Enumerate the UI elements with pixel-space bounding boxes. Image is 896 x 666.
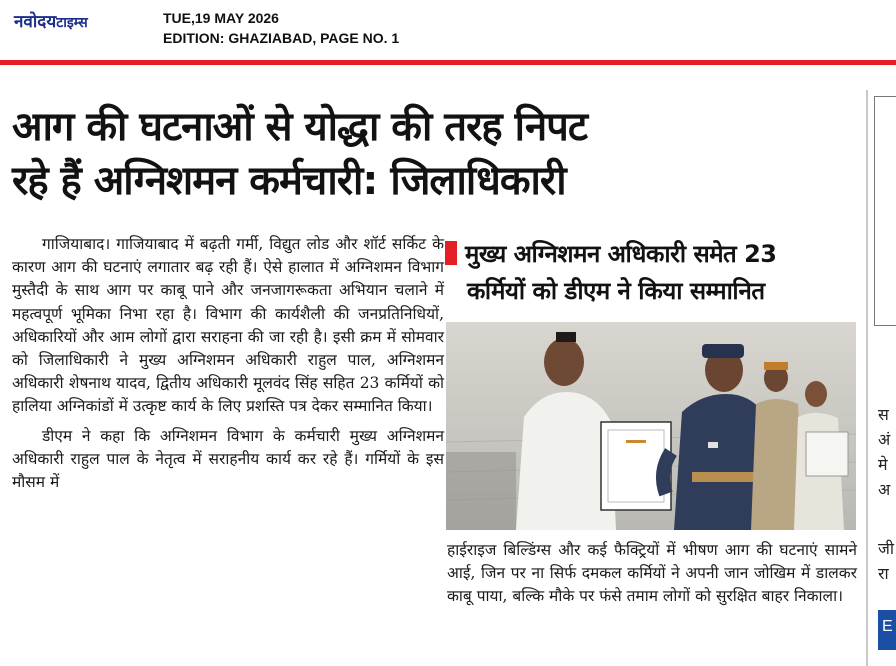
article-subheadline — [445, 236, 865, 310]
newspaper-logo[interactable] — [14, 9, 88, 32]
adjacent-article-strip — [866, 90, 896, 666]
article-body-column — [12, 233, 444, 500]
masthead-divider — [0, 60, 896, 65]
headline-line-2: रहे हैं अग्निशमन कर्मचारी: जिलाधिकारी — [12, 158, 566, 204]
headline-line-1: आग की घटनाओं से योद्धा की तरह निपट — [12, 104, 588, 150]
adjacent-text-line: अ — [878, 480, 891, 499]
edition-info — [163, 8, 399, 48]
article-photo[interactable] — [446, 322, 856, 530]
article-headline — [12, 100, 852, 208]
bullet-square-icon — [445, 241, 457, 265]
edition-page: EDITION: GHAZIABAD, PAGE NO. 1 — [163, 30, 400, 46]
ceremony-photo-illustration — [446, 322, 856, 530]
subhead-line-1: मुख्य अग्निशमन अधिकारी समेत 23 — [465, 240, 777, 268]
adjacent-text-line: मे — [878, 455, 888, 474]
article-paragraph-2: डीएम ने कहा कि अग्निशमन विभाग के कर्मचारी मुख्य अग्निशमन अधिकारी राहुल पाल के नेतृत्व में सराहनीय कार्य कर रहे हैं। गर्मियों के इस मौसम में — [12, 426, 444, 492]
logo-text-main: नवोदय — [14, 12, 57, 32]
adjacent-image-frame — [874, 96, 896, 326]
adjacent-badge: E — [878, 610, 896, 650]
photo-caption: हाईराइज बिल्डिंग्स और कई फैक्ट्रियों में भीषण आग की घटनाएं सामने आई, जिन पर ना सिर्फ दमकल कर्मियों ने अपनी जान जोखिम में डालकर काबू पाया, बल्कि मौके पर फंसे तमाम लोगों को सुरक्षित बाहर निकाला। — [447, 541, 857, 606]
adjacent-text-line: स — [878, 405, 889, 424]
adjacent-text-line: अं — [878, 430, 891, 449]
adjacent-text-line: जी — [878, 539, 895, 558]
article-paragraph-1: गाजियाबाद। गाजियाबाद में बढ़ती गर्मी, विद्युत लोड और शॉर्ट सर्किट के कारण आग की घटनाएं लगातार बढ़ रही हैं। ऐसे हालात में अग्निशमन विभाग मुस्तैदी के साथ आग पर काबू पाने और जनजागरूकता अभियान चलाने में महत्वपूर्ण भूमिका निभा रहा है। विभाग की कार्यशैली की जनप्रतिनिधियों, अधिकारियों और आम लोगों द्वारा सराहना की जा रही है। इसी क्रम में सोमवार को जिलाधिकारी ने मुख्य अग्निशमन अधिकारी राहुल पाल, अग्निशमन अधिकारी शेषनाथ यादव, द्वितीय अधिकारी मूलवंद सिंह सहित 23 कर्मियों को हालिया अग्निकांडों में उत्कृष्ट कार्य के लिए प्रशस्ति पत्र देकर सम्मानित किया। — [12, 235, 444, 416]
adjacent-text-line: रा — [878, 564, 889, 583]
subhead-line-2: कर्मियों को डीएम ने किया सम्मानित — [467, 277, 765, 305]
issue-date: TUE,19 MAY 2026 — [163, 10, 279, 26]
masthead — [0, 0, 896, 62]
logo-text-sub: टाइम्स — [56, 15, 88, 31]
